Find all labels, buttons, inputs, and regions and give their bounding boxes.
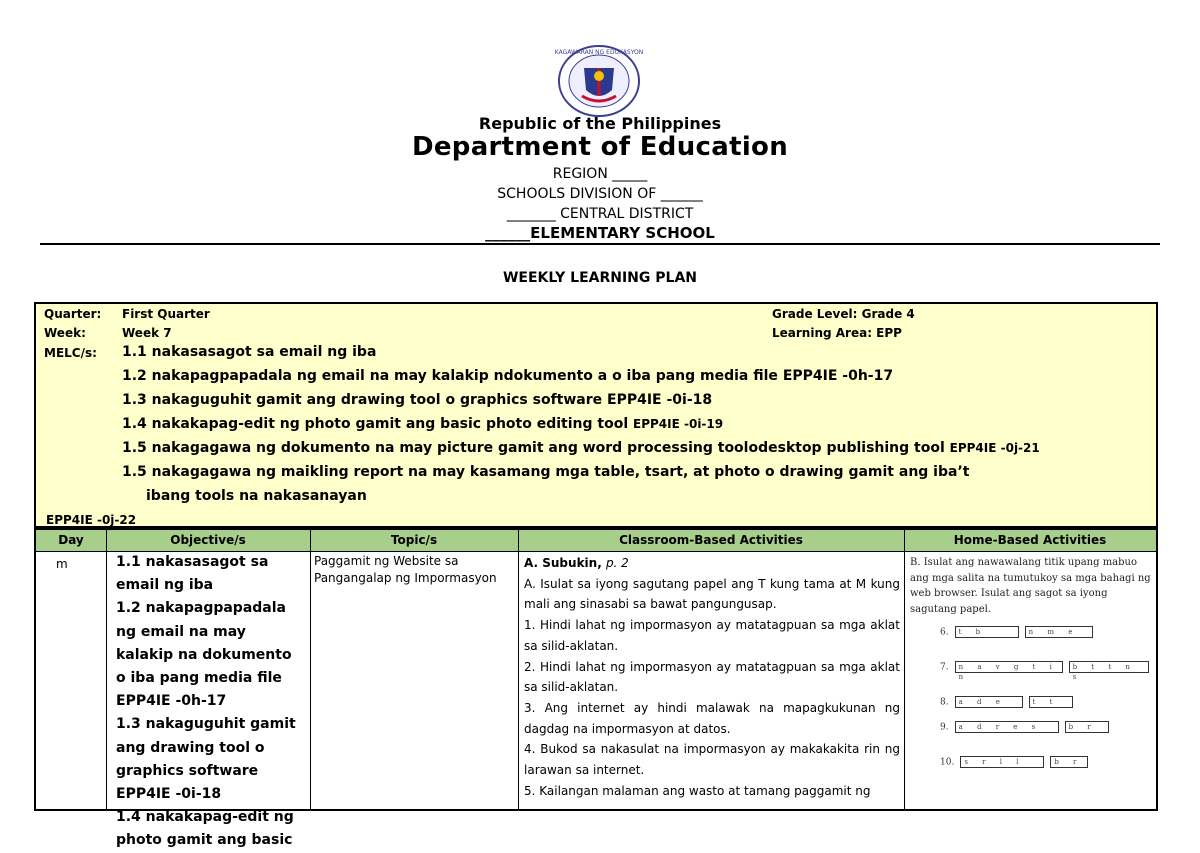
header-topics: Topic/s — [390, 533, 438, 547]
district-line: _______ CENTRAL DISTRICT — [506, 206, 694, 222]
topic-cell: Paggamit ng Website sa Pangangalap ng Impormasyon — [314, 554, 497, 585]
melc-item: 1.1 nakasasagot sa email ng iba — [122, 344, 377, 360]
home-activities-cell — [910, 551, 1156, 811]
quarter-value: First Quarter — [122, 307, 210, 321]
week-value: Week 7 — [122, 326, 172, 340]
weekly-plan-table — [34, 528, 1158, 849]
plan-info-box — [34, 302, 1158, 528]
melc-item: 1.5 nakagagawa ng maikling report na may kasamang mga table, tsart, at photo o drawing gamit ang iba’t — [122, 464, 970, 480]
home-item: 6. t b n m e — [940, 626, 1093, 638]
seal-text: KAGAWARAN NG EDUKASYON — [554, 49, 644, 56]
republic-heading: Republic of the Philippines — [478, 114, 722, 133]
melc-label: MELC/s: — [44, 346, 97, 360]
activity-item: 1. Hindi lahat ng impormasyon ay matatagpuan sa mga aklat sa silid-aklatan. — [524, 618, 900, 653]
activity-item: 2. Hindi lahat ng impormasyon ay matatagpuan sa mga aklat sa silid-aklatan. — [524, 659, 900, 695]
home-item: 7. n a v g t i nb t t n s — [940, 661, 1149, 673]
learning-area: Learning Area: EPP — [772, 326, 902, 340]
header-classroom: Classroom-Based Activities — [619, 533, 803, 547]
activity-heading: A. Subukin, p. 2 — [524, 556, 629, 570]
objective-item: 1.2 nakapagpapadala ng email na may kalakip na dokumento o iba pang media file EPP4IE -0h-17 — [116, 600, 292, 710]
region-line: REGION _____ — [552, 166, 648, 182]
header-day: Day — [58, 533, 84, 547]
melc-item: 1.5 nakagagawa ng dokumento na may picture gamit ang word processing toolodesktop publishing tool EPP4IE -0j-21 — [122, 440, 1040, 456]
objectives-cell — [116, 551, 306, 853]
activity-instruction: A. Isulat sa iyong sagutang papel ang T kung tama at M kung mali ang sinasabi sa bawat pangungusap. — [524, 576, 900, 612]
home-item: 9. a d r e s b r — [940, 721, 1109, 733]
header-objectives: Objective/s — [170, 533, 246, 547]
header-divider — [40, 243, 1160, 245]
home-item: 8. a d e t t — [940, 696, 1073, 708]
grade-level: Grade Level: Grade 4 — [772, 307, 915, 321]
division-line: SCHOOLS DIVISION OF ______ — [497, 186, 703, 202]
melc-item: 1.4 nakakapag-edit ng photo gamit ang basic photo editing tool EPP4IE -0i-19 — [122, 416, 724, 432]
activity-item: 5. Kailangan malaman ang wasto at tamang paggamit ng — [524, 783, 871, 798]
page-title: WEEKLY LEARNING PLAN — [502, 270, 697, 286]
objective-item: 1.3 nakaguguhit gamit ang drawing tool o graphics software EPP4IE -0i-18 — [116, 716, 296, 803]
classroom-activities-cell — [524, 553, 900, 801]
table-header-row — [36, 530, 1156, 552]
deped-seal-logo — [552, 44, 646, 118]
final-code: EPP4IE -0j-22 — [46, 513, 137, 527]
activity-item: 3. Ang internet ay hindi malawak na mapagkukunan ng dagdag na impormasyon at datos. — [524, 700, 900, 736]
activity-item: 4. Bukod sa nakasulat na impormasyon ay makakakita rin ng larawan sa internet. — [524, 742, 900, 778]
school-line: ______ELEMENTARY SCHOOL — [485, 224, 715, 242]
home-instruction: B. Isulat ang nawawalang titik upang mabuo ang mga salita na tumutukoy sa mga bahagi ng web browser. Isulat ang sagot sa iyong sagutang papel. — [910, 557, 1151, 615]
melc-item: 1.2 nakapagpapadala ng email na may kalakip ndokumento a o iba pang media file EPP4IE -0h-17 — [122, 368, 894, 384]
week-label: Week: — [44, 326, 86, 340]
department-heading: Department of Education — [411, 132, 789, 162]
melc-item: 1.3 nakaguguhit gamit ang drawing tool o graphics software EPP4IE -0i-18 — [122, 392, 713, 408]
quarter-label: Quarter: — [44, 307, 102, 321]
day-cell: m — [56, 557, 68, 571]
objective-item: 1.1 nakasasagot sa email ng iba — [116, 554, 269, 594]
objective-item: 1.4 nakakapag-edit ng photo gamit ang basic — [116, 809, 294, 849]
home-item: 10. s r l l b r — [940, 756, 1088, 768]
header-home: Home-Based Activities — [953, 533, 1107, 547]
melc-item: ibang tools na nakasanayan — [146, 488, 367, 504]
